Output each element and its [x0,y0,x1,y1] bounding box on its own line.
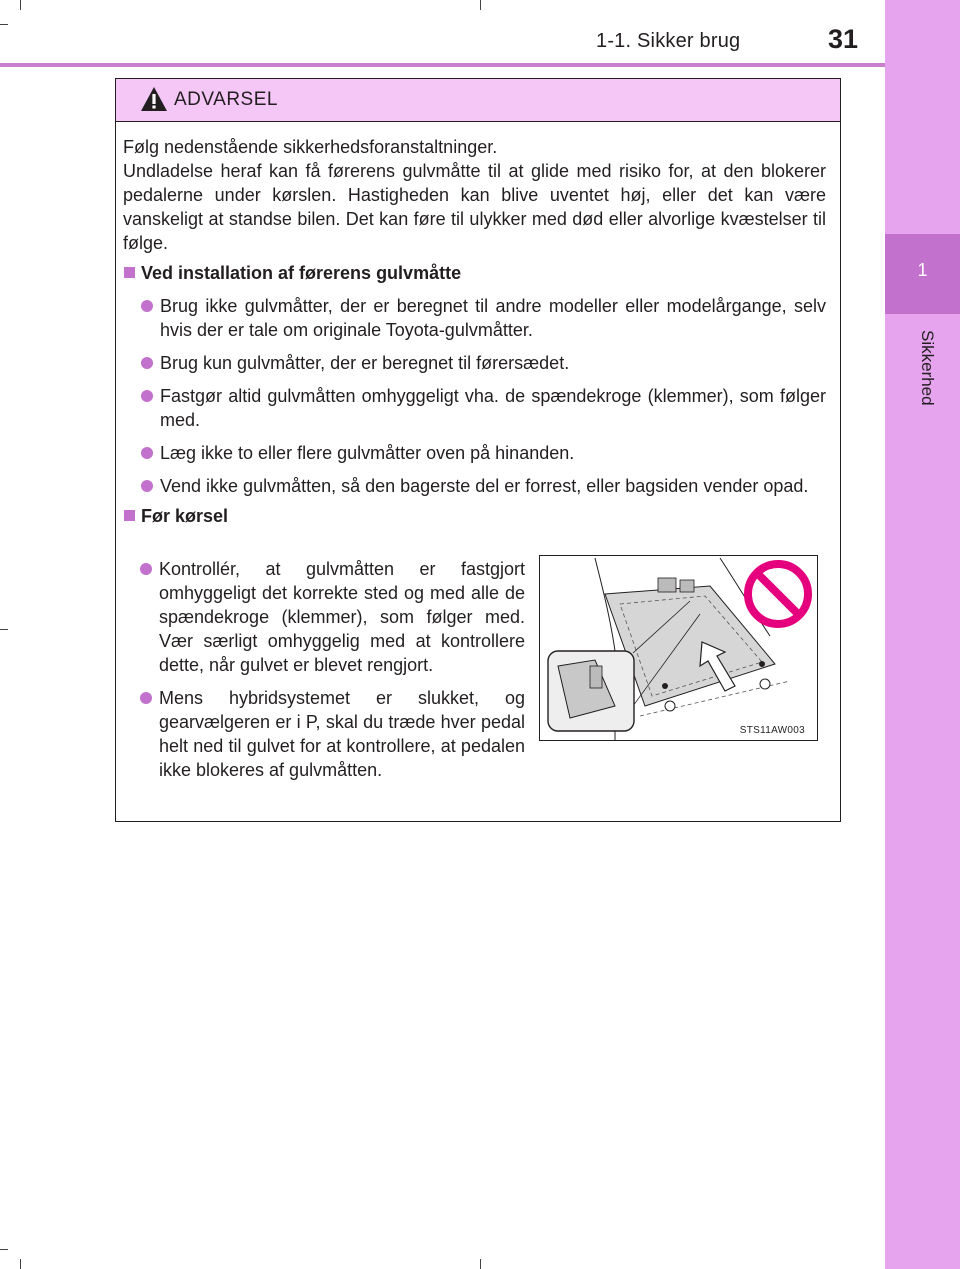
chapter-number: 1 [885,234,960,314]
bullet-dot-icon [140,692,152,704]
list-item-text: Læg ikke to eller flere gulvmåtter oven på hinanden. [160,443,575,463]
header-divider [0,63,885,67]
list-item [116,351,840,375]
section-heading-text: Ved installation af førerens gulvmåtte [141,263,462,283]
intro-line: Følg nedenstående sikkerhedsforanstaltninger. [123,137,498,157]
list-item [116,441,840,465]
crop-mark [20,0,21,10]
bullet-dot-icon [141,390,153,402]
list-item-text: Mens hybridsystemet er slukket, og gearvælgeren er i P, skal du træde hver pedal helt ned til gulvet for at kontrollere, at pedalen ikke blokeres af gulvmåtten. [159,688,525,780]
page-number: 31 [828,24,859,54]
list-item [116,294,840,342]
figure-label: STS11AW003 [739,725,805,736]
bullet-dot-icon [141,480,153,492]
list-item-text: Vend ikke gulvmåtten, så den bagerste del er forrest, eller bagsiden vender opad. [160,476,809,496]
section-heading-text: Før kørsel [141,506,229,526]
section-title: 1-1. Sikker brug [596,30,741,52]
crop-mark [0,24,8,25]
warning-body [116,135,840,528]
bullet-dot-icon [141,300,153,312]
square-bullet-icon [124,267,135,278]
list-item [115,686,525,782]
list-item-text: Brug kun gulvmåtter, der er beregnet til førersædet. [160,353,570,373]
intro-paragraph: Undladelse heraf kan få førerens gulvmåtte til at glide med risiko for, at den blokerer pedalerne under kørslen. Hastigheden kan blive uventet høj, eller det kan være vanskeligt at standse bilen. Det kan føre til ulykker med død eller alvorlige kvæstelser til følge. [123,161,826,253]
list-item-text: Brug ikke gulvmåtter, der er beregnet til andre modeller eller modelårgange, selv hvis der er tale om originale Toyota-gulvmåtter. [160,296,826,340]
warning-intro [123,135,826,255]
list-item [116,384,840,432]
before-driving-list [115,548,525,782]
floor-mat-illustration [539,555,818,741]
list-item [116,474,840,498]
crop-mark [20,1259,21,1269]
chapter-name: Sikkerhed [918,330,937,406]
square-bullet-icon [124,510,135,521]
section-heading [124,504,840,528]
floor-mat-drawing [540,556,817,740]
crop-mark [0,629,8,630]
bullet-dot-icon [141,447,153,459]
list-item-text: Fastgør altid gulvmåtten omhyggeligt vha. de spændekroge (klemmer), som følger med. [160,386,826,430]
list-item [115,557,525,677]
warning-title: ADVARSEL [174,89,278,110]
section-heading [124,261,840,285]
crop-mark [480,0,481,10]
bullet-dot-icon [140,563,152,575]
warning-triangle-icon [140,86,168,117]
chapter-tab [885,0,960,1269]
bullet-dot-icon [141,357,153,369]
list-item-text: Kontrollér, at gulvmåtten er fastgjort omhyggeligt det korrekte sted og med alle de spændekroge (klemmer), som følger med. Vær særligt omhyggelig med at kontrollere dette, når gulvet er blevet rengjort. [159,559,525,675]
warning-header [116,79,840,122]
crop-mark [480,1259,481,1269]
prohibition-icon [748,564,808,624]
crop-mark [0,1249,8,1250]
